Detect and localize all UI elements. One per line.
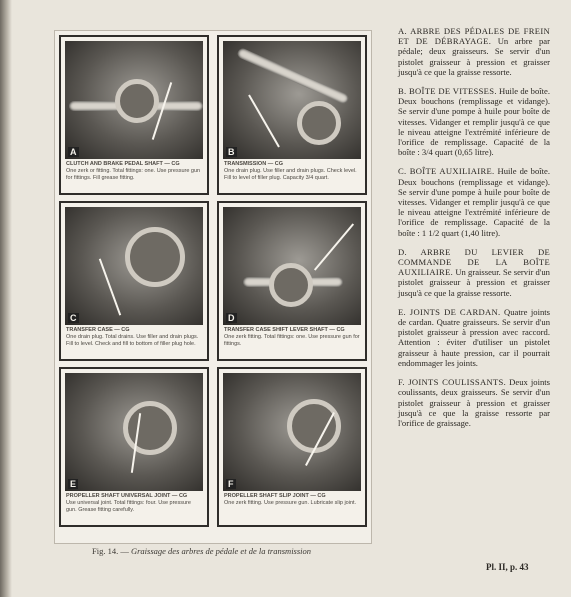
panel-photo (223, 207, 361, 325)
panel-caption-title: TRANSMISSION — CG (224, 161, 283, 167)
panel-caption-note: One zerk fitting. Use pressure gun. Lubricate slip joint. (224, 500, 357, 506)
panel-letter: C (70, 313, 77, 323)
text-entry-f (398, 377, 550, 428)
text-entry-c (398, 166, 550, 237)
figure-caption-number: Fig. 14. — (92, 546, 129, 556)
figure-plate (54, 30, 372, 544)
panel-letter: A (70, 147, 77, 157)
entry-heading: C. BOÎTE AUXILIAIRE. (398, 166, 495, 177)
panel-caption-title: TRANSFER CASE — CG (66, 327, 130, 333)
panel-caption-note: One drain plug. Total drains. Use filler and drain plugs. Fill to level. Check and fill to bottom of filler plug hole. (66, 334, 199, 347)
scan-binding-shadow (0, 0, 12, 597)
entry-body: Un arbre par pédale; deux graisseurs. Se servir d'un pistolet graisseur à pression et graisser jusqu'à ce que la graisse ressorte. (398, 36, 550, 77)
panel-photo (223, 373, 361, 491)
entry-body: Deux joints coulissants, deux graisseurs. Se servir d'un pistolet graisseur à pression et graisser jusqu'à ce que la graisse ressorte par l'orifice de graissage. (398, 377, 550, 428)
figure-panel-f (217, 367, 367, 527)
panel-caption-note: One zerk fitting. Total fittings: one. Use pressure gun for fittings. (224, 334, 360, 347)
panel-caption-title: PROPELLER SHAFT UNIVERSAL JOINT — CG (66, 493, 188, 499)
figure-panel-a (59, 35, 209, 195)
panel-caption (224, 161, 360, 182)
entry-heading: E. JOINTS DE CARDAN. (398, 306, 501, 317)
entry-heading: D. ARBRE DU LEVIER DE COMMANDE DE LA BOÎTE AUXILIAIRE. (398, 246, 550, 278)
panel-caption (224, 493, 360, 507)
panel-photo (65, 41, 203, 159)
panel-caption-title: CLUTCH AND BRAKE PEDAL SHAFT — CG (66, 161, 180, 167)
text-entry-b (398, 86, 550, 157)
figure-caption (92, 546, 382, 556)
panel-photo (223, 41, 361, 159)
text-entry-e (398, 307, 550, 368)
entry-body: Un graisseur. Se servir d'un pistolet graisseur à pression et graisser jusqu'à ce que la graisse ressorte. (398, 267, 550, 298)
panel-caption-note: One drain plug. Use filler and drain plugs. Check level. Fill to level of filler plug. Capacity 3/4 quart. (224, 168, 357, 181)
entry-body: Huile de boîte. Deux bouchons (remplissage et vidange). Se servir d'une pompe à huile pour boîte de vitesses. Vidanger et remplir jusqu'à ce que le niveau atteigne l'extrémité inférieure de l'orifice de remplissage. Capacité de la boîte : 1 1/2 quart (1,40 litre). (398, 166, 550, 238)
entry-heading: B. BOÎTE DE VITESSES. (398, 86, 497, 97)
text-entry-a (398, 26, 550, 77)
panel-caption (66, 493, 202, 514)
figure-panel-c (59, 201, 209, 361)
panel-caption-title: TRANSFER CASE SHIFT LEVER SHAFT — CG (224, 327, 345, 333)
panel-letter: B (228, 147, 235, 157)
lubrication-text-column (398, 26, 550, 437)
panel-caption-note: Use universal joint. Total fittings: four. Use pressure gun. Grease fitting carefully. (66, 500, 191, 513)
figure-panel-b (217, 35, 367, 195)
panel-caption-title: PROPELLER SHAFT SLIP JOINT — CG (224, 493, 326, 499)
panel-caption (66, 161, 202, 182)
panel-photo (65, 207, 203, 325)
panel-caption (224, 327, 360, 348)
panel-letter: F (228, 479, 234, 489)
text-entry-d (398, 247, 550, 298)
figure-panel-e (59, 367, 209, 527)
entry-heading: A. ARBRE DES PÉDALES DE FREIN ET DE DÉBRAYAGE. (398, 26, 550, 47)
entry-body: Quatre joints de cardan. Quatre graisseurs. Se servir d'un pistolet graisseur à pression avec raccord. Attention : éviter d'utiliser un pistolet graisseur à haute pression, car il pourrait endommager les joints. (398, 306, 550, 368)
panel-caption (66, 327, 202, 348)
panel-letter: D (228, 313, 235, 323)
panel-caption-note: One zerk or fitting. Total fittings: one. Use pressure gun for fittings. Fill grease fitting. (66, 168, 201, 181)
figure-caption-text: Graissage des arbres de pédale et de la transmission (130, 546, 312, 556)
panel-letter: E (70, 479, 77, 489)
entry-body: Huile de boîte. Deux bouchons (remplissage et vidange). Se servir d'une pompe à huile pour boîte de vitesses. Vidanger et remplir jusqu'à ce que le niveau atteigne l'extrémité inférieure de l'orifice de remplissage. Capacité de la boîte : 3/4 quart (0,65 litre). (398, 86, 550, 158)
page-number: Pl. II, p. 43 (486, 562, 529, 572)
panel-photo (65, 373, 203, 491)
entry-heading: F. JOINTS COULISSANTS. (398, 377, 507, 388)
figure-panel-d (217, 201, 367, 361)
